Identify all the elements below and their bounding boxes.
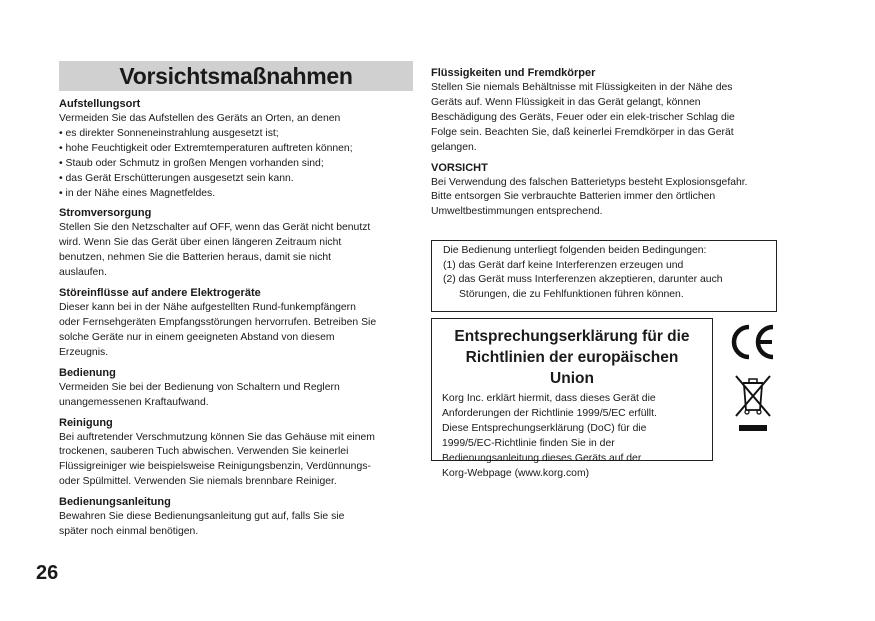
text-line: Diese Entsprechungserklärung (DoC) für die xyxy=(442,422,647,434)
left-column xyxy=(59,97,419,545)
section-stromversorgung xyxy=(59,206,419,281)
text-line: solche Geräte nur in einem geeigneten Abstand von diesem xyxy=(59,331,335,343)
list-item: • Staub oder Schmutz in großen Mengen vorhanden sind; xyxy=(59,157,419,172)
text-line: trockenen, sauberen Tuch abwischen. Verwenden Sie keinerlei xyxy=(59,446,349,458)
text-line: Erzeugnis. xyxy=(59,346,109,358)
text-line: unangemessenen Kraftaufwand. xyxy=(59,396,209,408)
conditions-box xyxy=(431,240,777,312)
eu-declaration-box xyxy=(431,318,713,479)
list-item: • hohe Feuchtigkeit oder Extremtemperaturen auftreten können; xyxy=(59,142,419,157)
text-line: Bei Verwendung des falschen Batterietyps besteht Explosionsgefahr. xyxy=(431,176,748,188)
section-heading: Aufstellungsort xyxy=(59,98,141,110)
text-line: Geräts auf. Wenn Flüssigkeit in das Gerät gelangt, können xyxy=(431,96,701,108)
page-title: Vorsichtsmaßnahmen xyxy=(59,61,413,91)
text-line: 1999/5/EC-Richtlinie finden Sie in der xyxy=(442,437,615,449)
section-bedienung xyxy=(59,366,419,411)
text-line: Bewahren Sie diese Bedienungsanleitung gut auf, falls Sie sie xyxy=(59,511,345,523)
section-fluessigkeiten xyxy=(431,66,787,156)
section-bedienungsanleitung xyxy=(59,495,419,540)
text-line: (1) das Gerät darf keine Interferenzen erzeugen und xyxy=(443,259,684,271)
text-line: Bei auftretender Verschmutzung können Sie das Gehäuse mit einem xyxy=(59,431,375,443)
text-line: oder Fernsehgeräten Empfangsstörungen hervorrufen. Betreiben Sie xyxy=(59,316,377,328)
text-line: oder Spülmittel. Verwenden Sie niemals brennbare Reiniger. xyxy=(59,476,337,488)
section-heading: Störeinflüsse auf andere Elektrogeräte xyxy=(59,287,261,300)
text-line: Flüssigreiniger wie beispielsweise Reinigungsbenzin, Verdünnungs- xyxy=(59,461,371,473)
section-vorsicht xyxy=(431,161,787,221)
ce-mark-icon xyxy=(729,322,777,362)
section-heading: Bedienungsanleitung xyxy=(59,496,171,509)
text-line: Dieser kann bei in der Nähe aufgestellten Rund-funkempfängern xyxy=(59,302,356,314)
list-item: • das Gerät Erschütterungen ausgesetzt sein kann. xyxy=(59,172,419,187)
list-item: • es direkter Sonneneinstrahlung ausgesetzt ist; xyxy=(59,127,419,142)
bullet-list xyxy=(59,127,419,202)
section-heading: Reinigung xyxy=(59,416,113,429)
text-line: Beschädigung des Geräts, Feuer oder ein elek-trischer Schlag die xyxy=(431,111,735,123)
declaration-title xyxy=(442,326,702,389)
text-line: Bitte entsorgen Sie verbrauchte Batterien immer den örtlichen xyxy=(431,191,716,203)
declaration-title-line: Richtlinien der europäischen Union xyxy=(465,349,679,387)
section-aufstellungsort xyxy=(59,97,419,201)
text-line: benutzen, nehmen Sie die Batterien heraus, damit sie nicht xyxy=(59,252,332,264)
text-line: Korg-Webpage (www.korg.com) xyxy=(442,467,590,479)
declaration-title-line: Entsprechungserklärung für die xyxy=(454,328,690,345)
section-reinigung xyxy=(59,416,419,491)
right-column xyxy=(431,66,787,225)
section-heading: VORSICHT xyxy=(431,161,488,174)
text-line: Anforderungen der Richtlinie 1999/5/EC erfüllt. xyxy=(442,407,657,419)
text-line: Korg Inc. erklärt hiermit, dass dieses Gerät die xyxy=(442,393,656,404)
section-heading: Stromversorgung xyxy=(59,207,152,220)
section-heading: Bedienung xyxy=(59,366,116,379)
section-stoereinfluesse xyxy=(59,286,419,361)
text-line: wird. Wenn Sie das Gerät über einen längeren Zeitraum nicht xyxy=(59,237,342,249)
text-line: Bedienungsanleitung dieses Geräts auf der xyxy=(442,452,642,464)
text-line: Folge sein. Beachten Sie, daß keinerlei Fremdkörper in das Gerät xyxy=(431,126,734,138)
text-line: gelangen. xyxy=(431,141,477,153)
text-line: Störungen, die zu Fehlfunktionen führen können. xyxy=(459,289,684,301)
text-line: Umweltbestimmungen entsprechend. xyxy=(431,206,603,218)
section-text: Vermeiden Sie das Aufstellen des Geräts an Orten, an denen xyxy=(59,113,341,124)
page-number: 26 xyxy=(36,562,59,584)
text-line: Stellen Sie den Netzschalter auf OFF, wenn das Gerät nicht benutzt xyxy=(59,222,371,234)
text-line: Stellen Sie niemals Behältnisse mit Flüssigkeiten in der Nähe des xyxy=(431,82,733,93)
text-line: auslaufen. xyxy=(59,267,107,279)
list-item: • in der Nähe eines Magnetfeldes. xyxy=(59,187,419,202)
text-line: (2) das Gerät muss Interferenzen akzeptieren, darunter auch xyxy=(443,274,723,286)
text-line: später noch einmal benötigen. xyxy=(59,526,199,538)
text-line: Die Bedienung unterliegt folgenden beiden Bedingungen: xyxy=(443,245,707,256)
section-heading: Flüssigkeiten und Fremdkörper xyxy=(431,67,596,79)
text-line: Vermeiden Sie bei der Bedienung von Schaltern und Reglern xyxy=(59,381,340,393)
crossed-out-bin-icon xyxy=(733,372,773,434)
